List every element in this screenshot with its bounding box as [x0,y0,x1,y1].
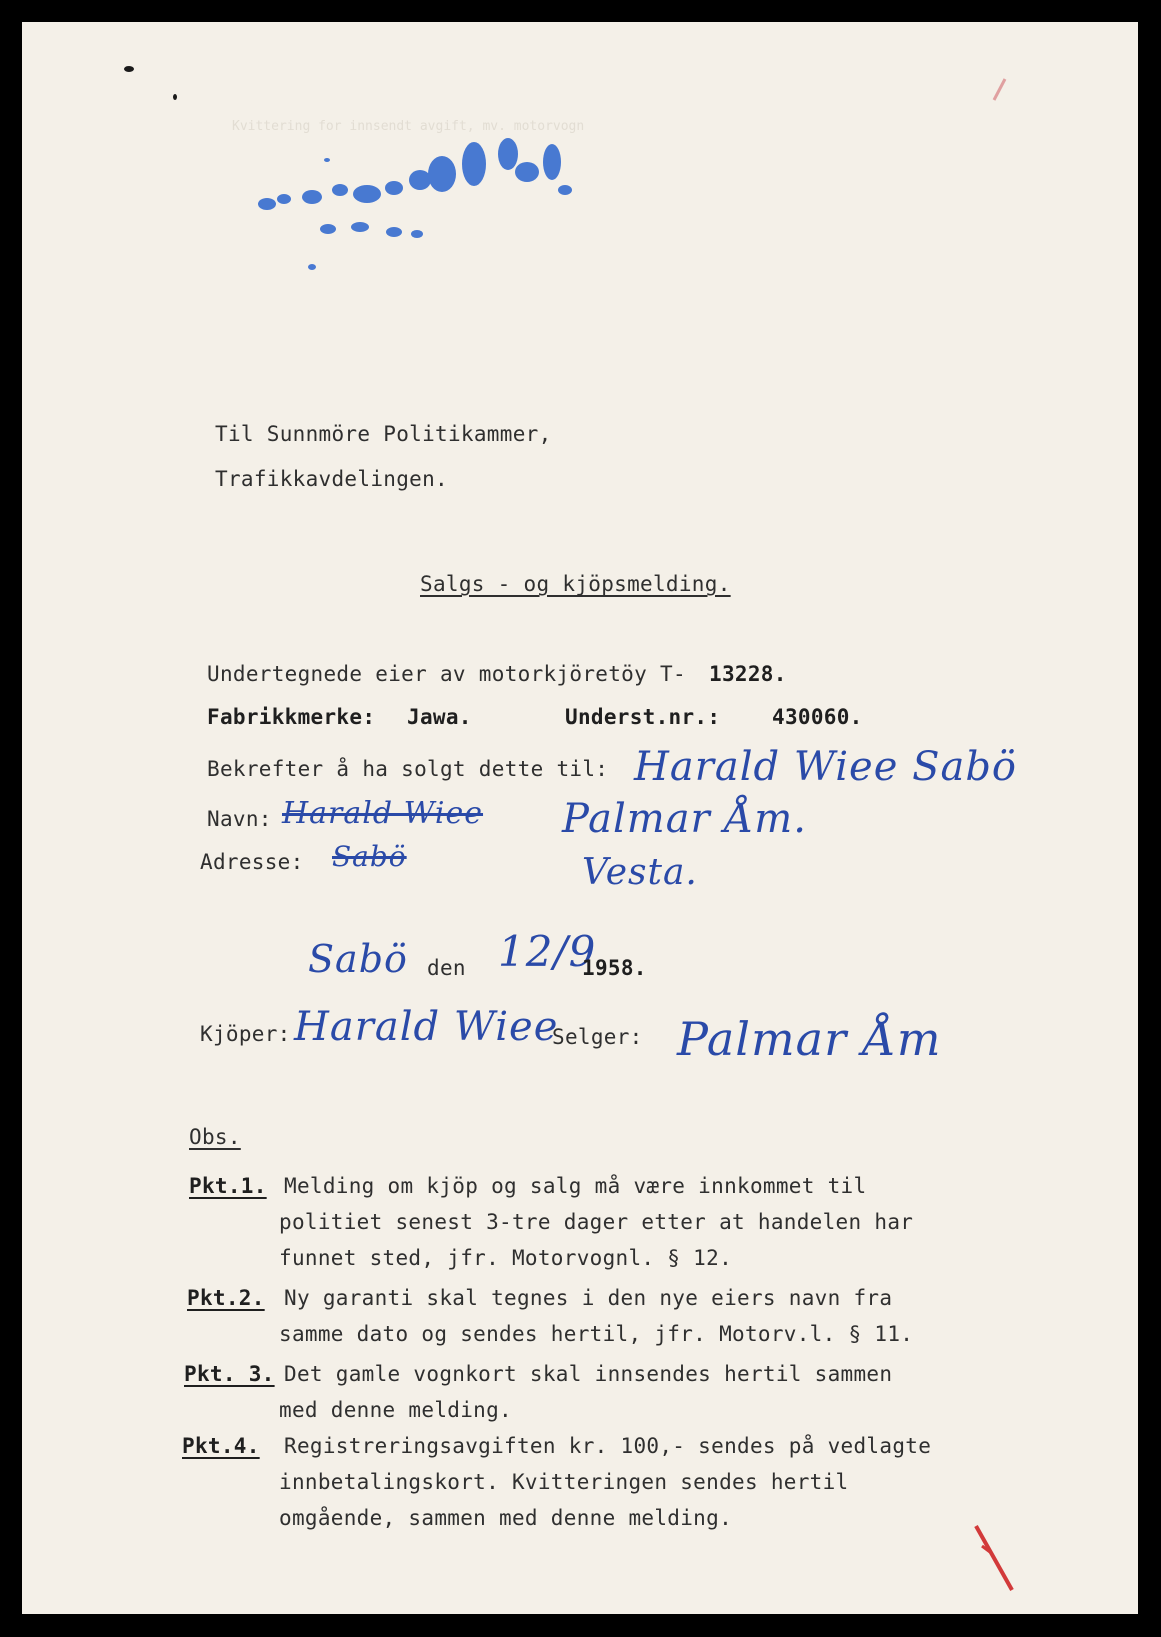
seller-label: Selger: [552,1025,643,1049]
name-handwritten: Palmar Åm. [562,796,807,842]
document-page [22,22,1138,1614]
note-1-label: Pkt.1. [189,1174,267,1198]
note-1-line-2: politiet senest 3-tre dager etter at handelen har [279,1210,914,1234]
buyer-label: Kjöper: [200,1022,291,1046]
note-3-line-2: med denne melding. [279,1398,512,1422]
address-line-1: Til Sunnmöre Politikammer, [215,422,552,446]
notes-heading: Obs. [189,1125,241,1149]
chassis-value: 430060. [772,705,863,729]
date-day-month: 12/9 [498,927,597,976]
name-label: Navn: [207,807,272,831]
date-place: Sabö [308,937,408,981]
note-2-line-2: samme dato og sendes hertil, jfr. Motorv.l. § 11. [279,1322,914,1346]
make-value: Jawa. [407,705,472,729]
date-den-label: den [427,956,466,980]
seller-signature: Palmar Åm [677,1012,942,1066]
date-year: 1958. [582,956,647,980]
page-title: Salgs - og kjöpsmelding. [420,572,731,596]
faded-header-line-1: Kvittering for innsendt avgift, mv. motorvogn [232,119,585,134]
make-label: Fabrikkmerke: [207,705,376,729]
confirm-label: Bekrefter å ha solgt dette til: [207,757,609,781]
note-4-line-2: innbetalingskort. Kvitteringen sendes hertil [279,1470,849,1494]
vehicle-intro: Undertegnede eier av motorkjöretöy T- [207,662,686,686]
note-2-line-1: Ny garanti skal tegnes i den nye eiers navn fra [284,1286,893,1310]
note-4-label: Pkt.4. [182,1434,260,1458]
address-line-2: Trafikkavdelingen. [215,467,448,491]
note-4-line-3: omgående, sammen med denne melding. [279,1506,733,1530]
name-struck: Harald Wiee [282,796,484,831]
note-3-label: Pkt. 3. [184,1362,275,1386]
chassis-label: Underst.nr.: [565,705,721,729]
address-label: Adresse: [200,850,304,874]
note-1-line-3: funnet sted, jfr. Motorvognl. § 12. [279,1246,733,1270]
buyer-handwritten: Harald Wiee Sabö [634,744,1018,790]
address-handwritten: Vesta. [582,852,698,893]
note-4-line-1: Registreringsavgiften kr. 100,- sendes på vedlagte [284,1434,932,1458]
buyer-signature: Harald Wiee [294,1004,559,1050]
address-struck: Sabö [332,840,407,873]
note-1-line-1: Melding om kjöp og salg må være innkommet til [284,1174,867,1198]
note-2-label: Pkt.2. [187,1286,265,1310]
note-3-line-1: Det gamle vognkort skal innsendes hertil sammen [284,1362,893,1386]
registration-number: 13228. [709,662,787,686]
